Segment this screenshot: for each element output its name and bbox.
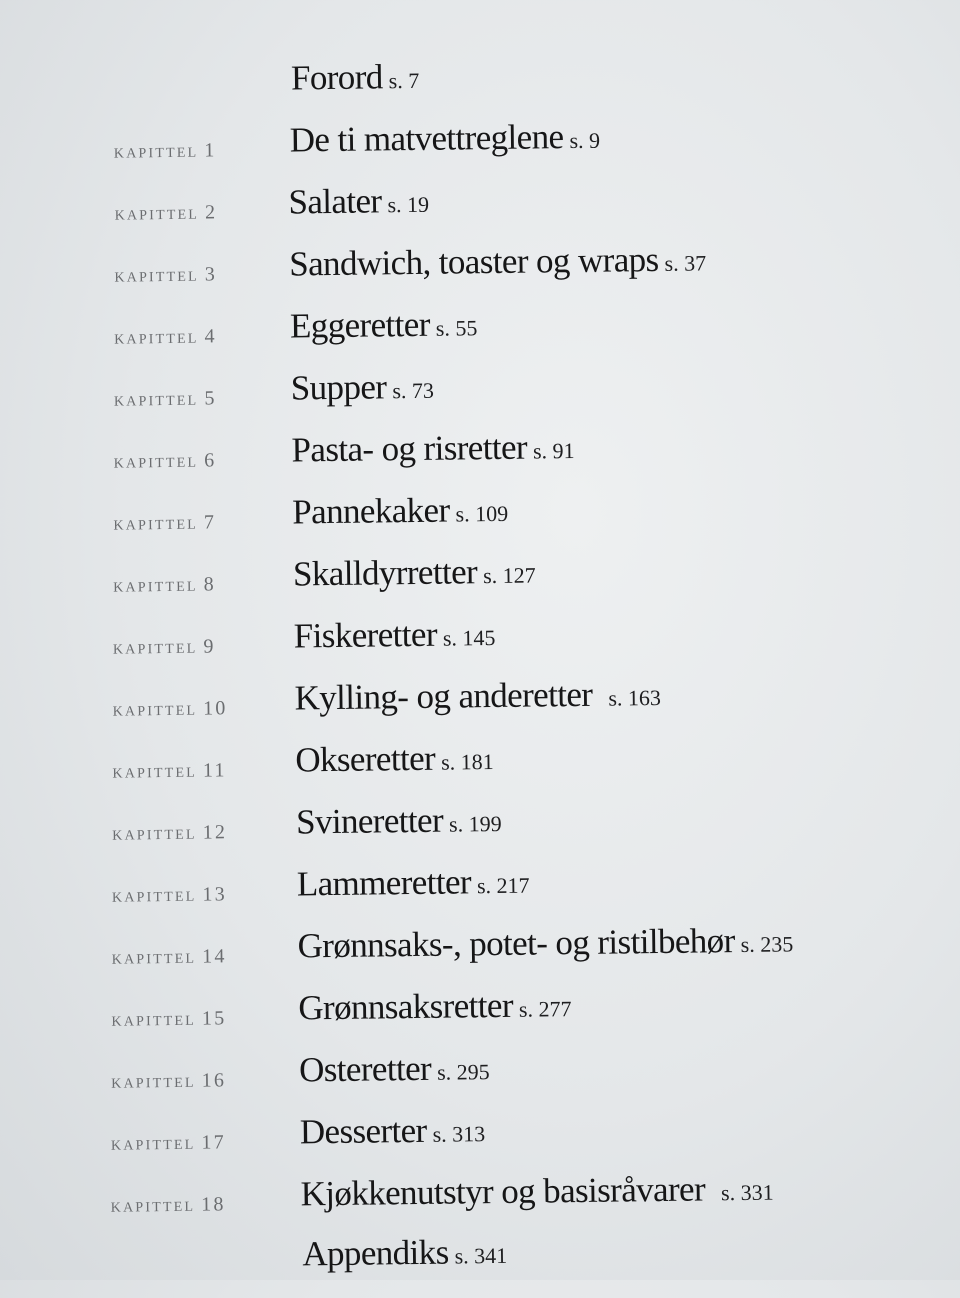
chapter-word: kapittel <box>113 139 199 163</box>
toc-entry <box>300 1110 486 1152</box>
chapter-number: 11 <box>202 759 227 782</box>
chapter-word: kapittel <box>111 1007 197 1031</box>
toc-entry <box>302 1232 507 1274</box>
chapter-label <box>114 139 217 163</box>
toc-entry <box>289 117 600 161</box>
entry-page: s. 199 <box>448 810 502 837</box>
entry-title: Forord <box>290 57 383 98</box>
entry-page: s. 295 <box>436 1059 490 1085</box>
entry-page: s. 331 <box>720 1179 774 1206</box>
entry-page: s. 341 <box>454 1242 508 1269</box>
chapter-word: kapittel <box>112 759 198 783</box>
toc-entry <box>292 490 508 533</box>
toc-row-chapter-9 <box>8 608 960 680</box>
chapter-label <box>114 263 217 287</box>
toc-row-chapter-6 <box>5 422 960 494</box>
toc-row-chapter-14 <box>11 918 960 990</box>
entry-title: Pannekaker <box>292 490 450 532</box>
chapter-number: 15 <box>201 1007 227 1030</box>
entry-page: s. 163 <box>608 684 662 711</box>
chapter-word: kapittel <box>112 635 198 659</box>
chapter-word: kapittel <box>113 449 199 473</box>
chapter-label <box>113 511 216 535</box>
toc-entry <box>294 614 496 656</box>
chapter-number: 10 <box>203 697 228 720</box>
entry-title: Supper <box>290 367 387 408</box>
chapter-label <box>113 573 216 597</box>
entry-title: Osteretter <box>298 1048 432 1090</box>
chapter-number: 6 <box>203 449 217 472</box>
entry-page: s. 277 <box>518 996 572 1022</box>
toc-row-chapter-4 <box>4 298 960 370</box>
chapter-label <box>112 759 226 783</box>
entry-page: s. 7 <box>388 67 420 94</box>
chapter-number: 13 <box>202 883 227 906</box>
toc-entry <box>291 367 435 409</box>
chapter-label <box>114 325 217 349</box>
toc-row-chapter-15 <box>12 980 960 1052</box>
chapter-label <box>111 1131 226 1155</box>
chapter-word: kapittel <box>113 511 199 535</box>
entry-title: De ti matvettreglene <box>289 117 564 160</box>
entry-page: s. 91 <box>532 438 575 464</box>
entry-title: Desserter <box>299 1110 427 1152</box>
chapter-number: 3 <box>204 263 218 286</box>
toc-entry <box>291 427 574 470</box>
chapter-word: kapittel <box>111 883 197 907</box>
entry-title: Okseretter <box>295 738 436 780</box>
toc-row-forord <box>1 50 960 122</box>
toc-entry <box>290 304 478 346</box>
chapter-number: 1 <box>204 139 217 162</box>
chapter-number: 16 <box>201 1069 227 1092</box>
entry-title: Grønnsaksretter <box>298 985 514 1028</box>
entry-page: s. 145 <box>442 624 496 651</box>
toc-row-chapter-13 <box>11 856 960 928</box>
chapter-label <box>113 697 228 721</box>
chapter-word: kapittel <box>110 1193 196 1217</box>
chapter-label <box>114 201 217 225</box>
entry-title: Salater <box>288 181 382 222</box>
chapter-word: kapittel <box>111 945 197 969</box>
toc-entry <box>299 1048 490 1090</box>
chapter-label <box>112 821 227 845</box>
entry-page: s. 217 <box>476 872 530 899</box>
toc-row-chapter-17 <box>14 1104 960 1176</box>
toc-row-chapter-1 <box>2 112 960 184</box>
chapter-number: 14 <box>202 945 227 968</box>
entry-title: Kjøkkenutstyr og basisråvarer <box>300 1169 706 1214</box>
toc-entry <box>293 552 536 595</box>
chapter-number: 4 <box>204 325 217 348</box>
entry-page: s. 313 <box>432 1121 486 1147</box>
chapter-number: 9 <box>203 635 216 658</box>
chapter-number: 8 <box>203 573 216 596</box>
chapter-word: kapittel <box>113 387 199 411</box>
toc-entry <box>297 862 530 905</box>
toc-row-chapter-12 <box>10 794 960 866</box>
toc-entry <box>300 1169 773 1215</box>
chapter-word: kapittel <box>112 821 197 845</box>
entry-title: Grønnsaks-, potet- og ristilbehør <box>297 921 735 966</box>
entry-title: Fiskeretter <box>293 614 438 656</box>
chapter-label <box>112 945 227 969</box>
entry-title: Appendiks <box>302 1232 449 1274</box>
entry-page: s. 55 <box>435 315 478 341</box>
toc-row-appendiks <box>15 1226 960 1298</box>
chapter-label <box>111 1193 226 1217</box>
chapter-word: kapittel <box>114 263 199 287</box>
chapter-number: 18 <box>201 1193 226 1216</box>
toc-entry <box>297 920 793 966</box>
entry-page: s. 181 <box>440 749 494 775</box>
entry-title: Pasta- og risretter <box>291 427 528 470</box>
entry-page: s. 37 <box>664 250 707 276</box>
entry-title: Lammeretter <box>296 862 472 904</box>
toc-row-chapter-5 <box>5 360 960 432</box>
toc-row-chapter-2 <box>2 174 960 246</box>
toc-entry <box>296 800 502 843</box>
chapter-word: kapittel <box>113 325 199 349</box>
toc-entry <box>289 239 706 284</box>
toc-entry <box>298 985 572 1028</box>
entry-page: s. 109 <box>455 500 509 527</box>
toc-row-chapter-8 <box>7 546 960 618</box>
entry-page: s. 19 <box>387 191 430 218</box>
toc-row-chapter-11 <box>9 732 960 804</box>
chapter-word: kapittel <box>111 1069 196 1093</box>
chapter-label <box>114 387 217 411</box>
entry-title: Svineretter <box>295 800 444 842</box>
toc-entry <box>288 181 429 223</box>
toc-row-chapter-3 <box>3 236 960 308</box>
chapter-number: 17 <box>201 1131 226 1154</box>
entry-title: Skalldyrretter <box>292 552 478 594</box>
chapter-number: 7 <box>203 511 217 534</box>
chapter-label <box>114 449 217 473</box>
chapter-label <box>113 635 216 659</box>
chapter-number: 5 <box>204 387 217 410</box>
chapter-label <box>112 883 227 907</box>
toc-row-chapter-16 <box>13 1042 960 1114</box>
entry-title: Eggeretter <box>289 304 430 346</box>
toc-row-chapter-7 <box>6 484 960 556</box>
chapter-number: 2 <box>204 201 218 224</box>
entry-page: s. 73 <box>392 377 435 404</box>
chapter-word: kapittel <box>114 201 200 225</box>
toc-entry <box>295 738 494 780</box>
toc-entry <box>294 674 661 718</box>
entry-page: s. 235 <box>740 931 794 958</box>
entry-title: Kylling- og anderetter <box>294 674 593 718</box>
chapter-word: kapittel <box>112 697 198 721</box>
chapter-number: 12 <box>202 821 228 844</box>
toc-entry <box>291 57 420 99</box>
chapter-word: kapittel <box>110 1131 196 1155</box>
entry-page: s. 127 <box>482 562 536 589</box>
entry-page: s. 9 <box>569 127 601 154</box>
chapter-word: kapittel <box>113 573 198 597</box>
entry-title: Sandwich, toaster og wraps <box>289 239 659 284</box>
toc-row-chapter-10 <box>8 670 960 742</box>
chapter-label <box>111 1007 226 1031</box>
chapter-label <box>111 1069 226 1093</box>
